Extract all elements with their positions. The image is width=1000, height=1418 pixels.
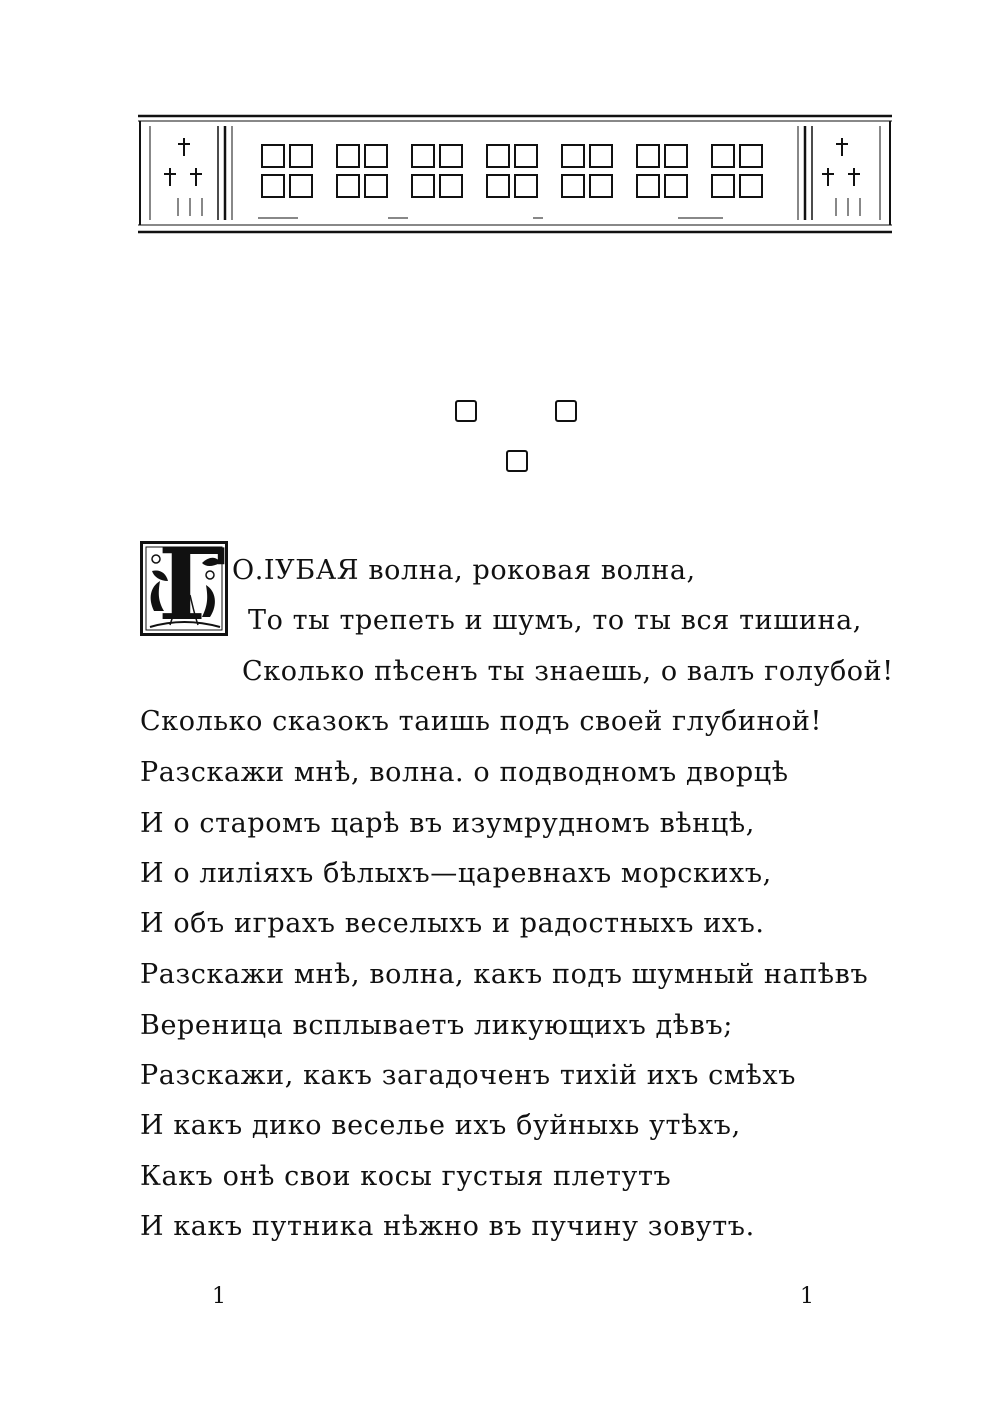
poem-line: Сколько сказокъ таишь подъ своей глубиной!	[140, 706, 822, 737]
header-square	[365, 145, 387, 167]
header-square	[712, 145, 734, 167]
poem-line: Вереница всплываетъ ликующихъ дѣвъ;	[140, 1010, 733, 1041]
header-squares-pattern	[262, 145, 762, 197]
header-ornament-graphic	[138, 112, 892, 236]
header-square	[590, 175, 612, 197]
cross-icon	[164, 168, 176, 186]
header-square	[365, 175, 387, 197]
cross-icon	[848, 168, 860, 186]
header-square	[637, 175, 659, 197]
poem-line: Разскажи мнѣ, волна, какъ подъ шумный напѣвъ	[140, 959, 869, 990]
poem-line: Сколько пѣсенъ ты знаешь, о валъ голубой!	[242, 656, 894, 687]
ornament-square	[507, 451, 527, 471]
ornament-square	[556, 401, 576, 421]
header-square	[665, 175, 687, 197]
header-square	[515, 145, 537, 167]
cross-icon	[190, 168, 202, 186]
header-square	[637, 145, 659, 167]
poem-line: О.ІУБАЯ волна, роковая волна,	[232, 555, 696, 586]
cross-icon	[178, 138, 190, 156]
section-ornament	[450, 395, 582, 475]
header-square	[712, 175, 734, 197]
header-square	[412, 145, 434, 167]
header-square	[515, 175, 537, 197]
header-square	[740, 175, 762, 197]
header-square	[562, 145, 584, 167]
signature-mark-right: 1	[800, 1284, 814, 1309]
header-square	[665, 145, 687, 167]
poem-line: То ты трепеть и шумъ, то ты вся тишина,	[248, 605, 862, 636]
header-square	[590, 145, 612, 167]
drop-cap-letter: Г	[158, 528, 226, 643]
ornament-square	[456, 401, 476, 421]
header-square	[440, 175, 462, 197]
signature-mark-left: 1	[212, 1284, 226, 1309]
poem-line: И о лиліяхъ бѣлыхъ—царевнахъ морскихъ,	[140, 858, 772, 889]
cross-icon	[836, 138, 848, 156]
header-square	[740, 145, 762, 167]
header-ornament	[138, 112, 892, 236]
header-square	[337, 145, 359, 167]
crosses-right-icon	[822, 138, 860, 216]
header-square	[290, 145, 312, 167]
poem-line: И объ играхъ веселыхъ и радостныхъ ихъ.	[140, 908, 765, 939]
header-square	[337, 175, 359, 197]
header-square	[290, 175, 312, 197]
cross-icon	[822, 168, 834, 186]
poem-line: И какъ дико веселье ихъ буйныхь утѣхъ,	[140, 1110, 741, 1141]
crosses-left-icon	[164, 138, 202, 216]
poem-line: И какъ путника нѣжно въ пучину зовутъ.	[140, 1211, 755, 1242]
header-square	[262, 175, 284, 197]
header-square	[412, 175, 434, 197]
poem-line: Разскажи, какъ загадоченъ тихій ихъ смѣхъ	[140, 1060, 796, 1091]
poem-line: Какъ онѣ свои косы густыя плетутъ	[140, 1161, 672, 1192]
header-square	[487, 175, 509, 197]
header-square	[562, 175, 584, 197]
header-square	[487, 145, 509, 167]
drop-cap	[140, 528, 228, 643]
poem-line: И о старомъ царѣ въ изумрудномъ вѣнцѣ,	[140, 808, 755, 839]
header-square	[440, 145, 462, 167]
header-square	[262, 145, 284, 167]
poem-line: Разскажи мнѣ, волна. о подводномъ дворцѣ	[140, 757, 789, 788]
